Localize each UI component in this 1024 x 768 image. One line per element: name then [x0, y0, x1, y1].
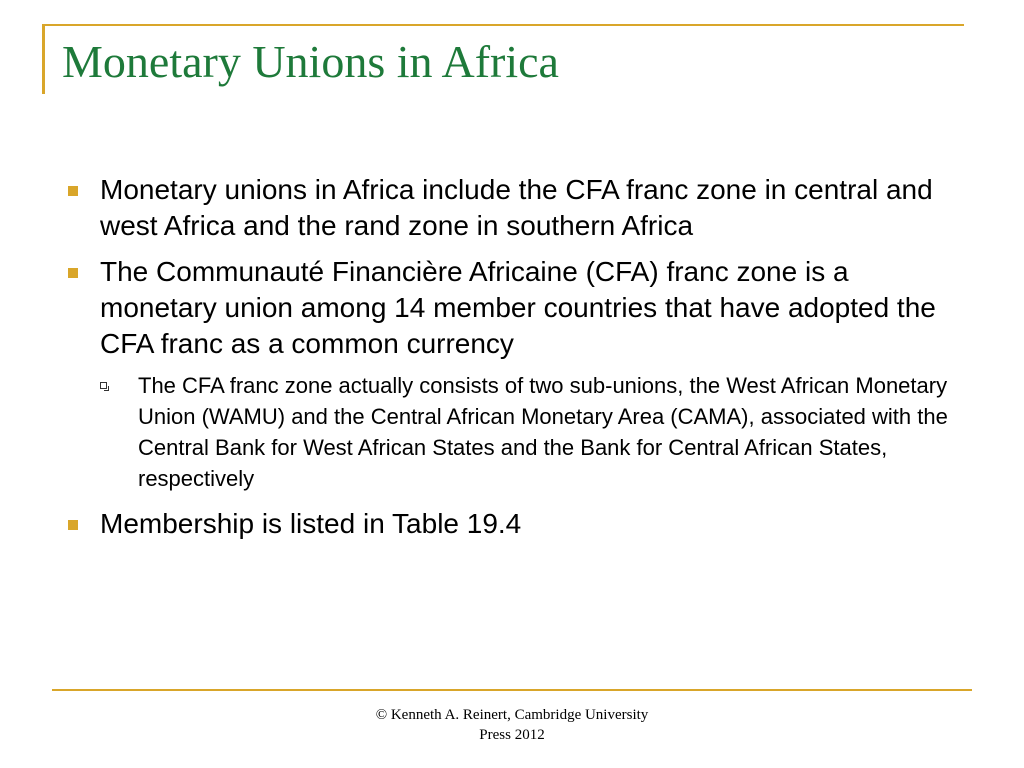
bullet-text: The Communauté Financière Africaine (CFA) franc zone is a monetary union among 14 member countries that have adopted the CFA franc as a common currency [100, 256, 936, 359]
bullet-item [62, 172, 972, 244]
left-rule [42, 24, 45, 94]
square-bullet-icon [68, 186, 78, 196]
bullet-item [62, 254, 972, 362]
square-bullet-icon [68, 520, 78, 530]
bottom-rule [52, 689, 972, 691]
footer-line-1: © Kenneth A. Reinert, Cambridge University [375, 707, 649, 723]
sub-bullet-item [62, 370, 972, 494]
copyright-footer [312, 705, 712, 745]
sub-bullet-text: The CFA franc zone actually consists of two sub-unions, the West African Monetary Union (WAMU) and the Central African Monetary Area (CAMA), associated with the Central Bank for West African States and the Bank for Central African States, respectively [138, 373, 948, 491]
square-bullet-icon [68, 268, 78, 278]
slide-title: Monetary Unions in Africa [62, 36, 559, 87]
bullet-text: Membership is listed in Table 19.4 [100, 508, 522, 539]
footer-line-2: Press 2012 [479, 727, 545, 743]
bullet-text: Monetary unions in Africa include the CFA franc zone in central and west Africa and the rand zone in southern Africa [100, 174, 933, 241]
bullet-list [62, 172, 972, 552]
hollow-square-bullet-icon [100, 382, 107, 389]
bullet-item [62, 506, 972, 542]
top-rule [42, 24, 964, 26]
